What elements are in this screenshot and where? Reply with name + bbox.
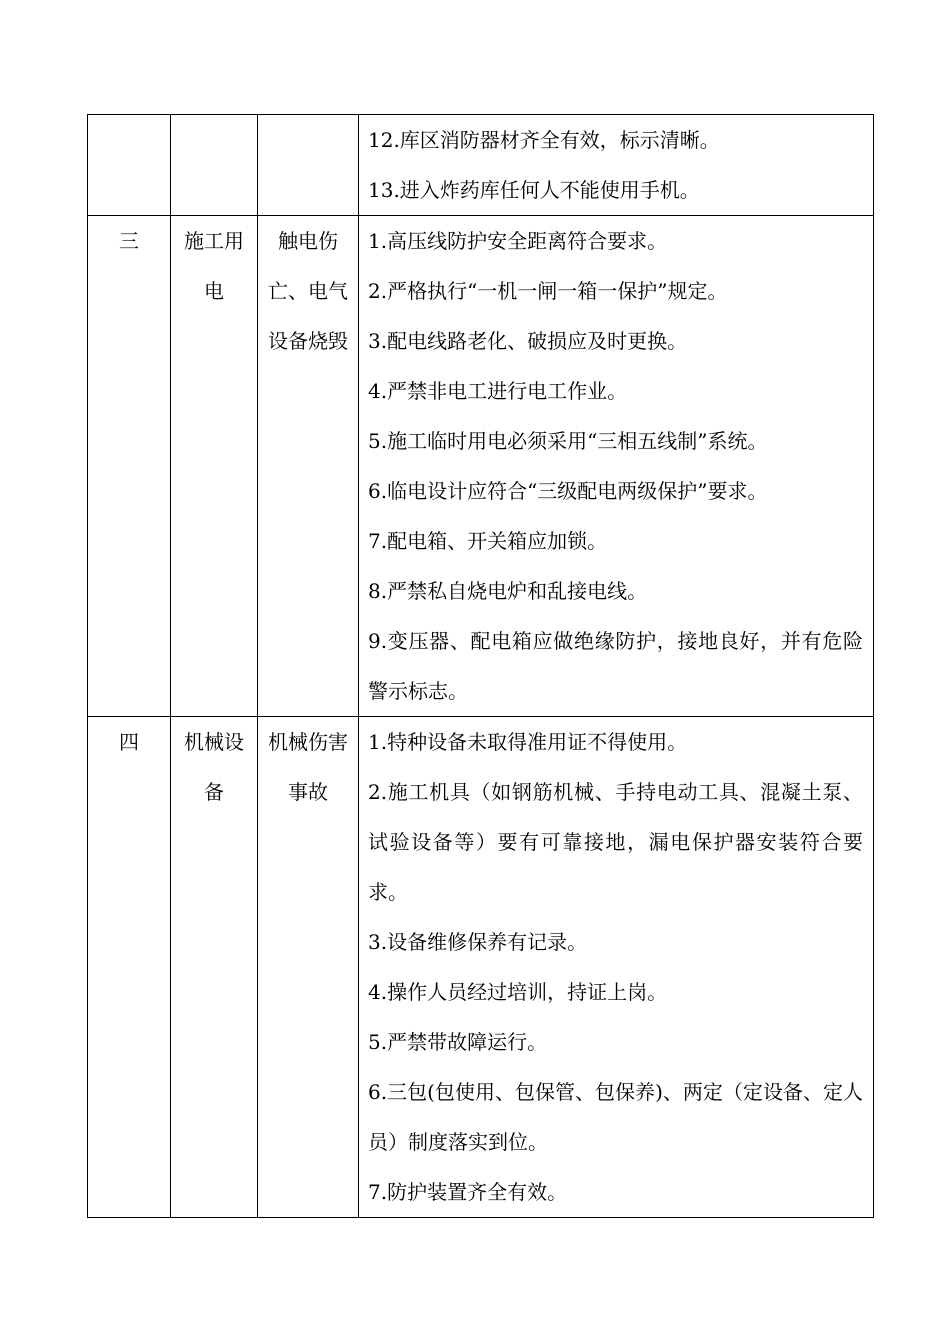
- measure-item: 6.临电设计应符合“三级配电两级保护”要求。: [368, 479, 768, 503]
- measure-item: 4.操作人员经过培训，持证上岗。: [368, 980, 668, 1004]
- measure-item: 2.严格执行“一机一闸一箱一保护”规定。: [368, 279, 728, 303]
- row-number: 四: [119, 730, 139, 754]
- measure-item: 8.严禁私自烧电炉和乱接电线。: [368, 579, 648, 603]
- measure-item: 13.进入炸药库任何人不能使用手机。: [368, 178, 700, 202]
- row-category-cell: [171, 717, 258, 1218]
- row-measures-cell: [359, 216, 874, 717]
- measure-item: 7.配电箱、开关箱应加锁。: [368, 529, 608, 553]
- table-row: [88, 216, 874, 717]
- measure-item: 2.施工机具（如钢筋机械、手持电动工具、混凝土泵、试验设备等）要有可靠接地，漏电保护器安装符合要求。: [368, 780, 863, 904]
- measure-item: 3.设备维修保养有记录。: [368, 930, 588, 954]
- measure-item: 12.库区消防器材齐全有效，标示清晰。: [368, 128, 720, 152]
- row-category-cell: [171, 216, 258, 717]
- row-category: 机械设备: [184, 730, 244, 804]
- row-measures-cell: [359, 115, 874, 216]
- table-row: [88, 717, 874, 1218]
- row-hazard: 触电伤亡、电气设备烧毁: [268, 229, 348, 353]
- row-hazard-cell: [258, 115, 359, 216]
- measure-item: 1.高压线防护安全距离符合要求。: [368, 229, 668, 253]
- measure-item: 1.特种设备未取得准用证不得使用。: [368, 730, 688, 754]
- row-number-cell: [88, 717, 171, 1218]
- table-row: [88, 115, 874, 216]
- row-category: 施工用电: [184, 229, 244, 303]
- row-measures-cell: [359, 717, 874, 1218]
- row-number-cell: [88, 115, 171, 216]
- row-hazard: 机械伤害事故: [268, 730, 348, 804]
- measure-item: 5.严禁带故障运行。: [368, 1030, 548, 1054]
- row-number: 三: [119, 229, 139, 253]
- row-hazard-cell: [258, 717, 359, 1218]
- measure-item: 6.三包(包使用、包保管、包保养)、两定（定设备、定人员）制度落实到位。: [368, 1080, 863, 1154]
- measure-item: 9.变压器、配电箱应做绝缘防护，接地良好，并有危险警示标志。: [368, 629, 863, 703]
- row-number-cell: [88, 216, 171, 717]
- measure-item: 7.防护装置齐全有效。: [368, 1180, 568, 1204]
- row-category-cell: [171, 115, 258, 216]
- measure-item: 3.配电线路老化、破损应及时更换。: [368, 329, 688, 353]
- measure-item: 4.严禁非电工进行电工作业。: [368, 379, 628, 403]
- measure-item: 5.施工临时用电必须采用“三相五线制”系统。: [368, 429, 768, 453]
- risk-control-table: [87, 114, 874, 1218]
- row-hazard-cell: [258, 216, 359, 717]
